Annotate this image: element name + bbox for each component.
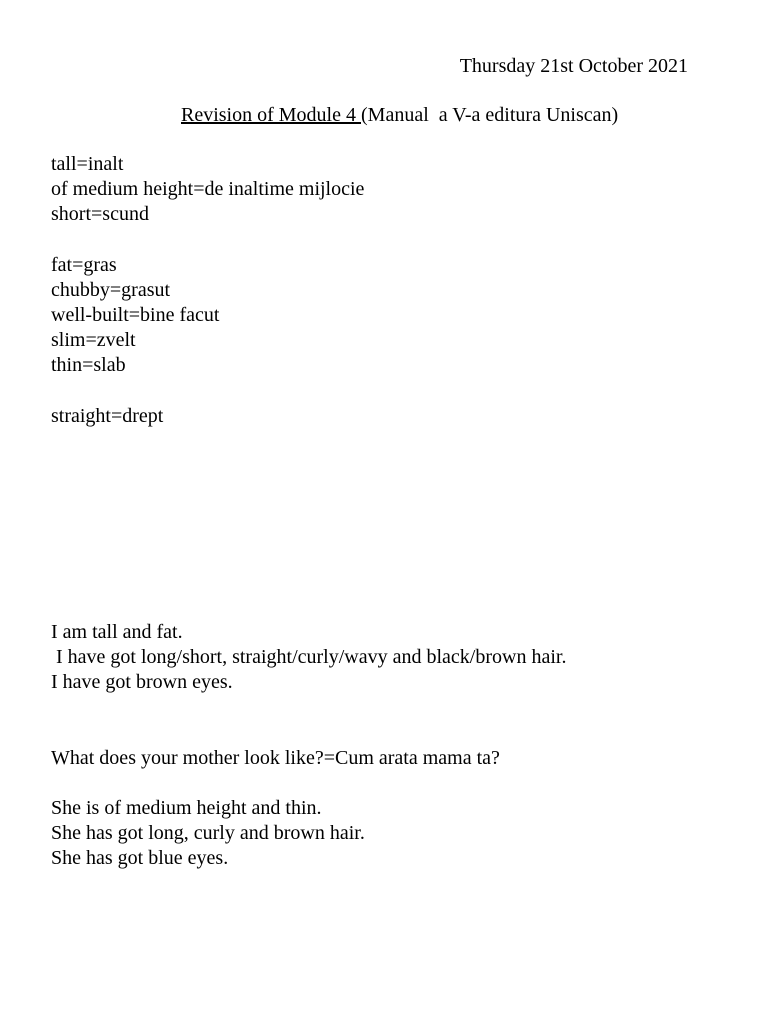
sentence: She is of medium height and thin. [51, 797, 322, 819]
vocab-item: short=scund [51, 203, 149, 225]
self-description [51, 620, 566, 695]
build-vocabulary-list [51, 253, 219, 378]
vocab-item: thin=slab [51, 354, 126, 376]
mother-description [51, 796, 365, 871]
vocab-item: fat=gras [51, 254, 117, 276]
vocab-item: straight=drept [51, 405, 164, 427]
sentence: She has got blue eyes. [51, 847, 229, 869]
sentence: She has got long, curly and brown hair. [51, 822, 365, 844]
sentence: I am tall and fat. [51, 621, 183, 643]
vocab-item: chubby=grasut [51, 279, 171, 301]
vocab-item: well-built=bine facut [51, 304, 220, 326]
sentence: I have got brown eyes. [51, 671, 233, 693]
hair-vocabulary-list [51, 404, 163, 429]
document-date: Thursday 21st October 2021 [459, 55, 688, 77]
vocab-item: tall=inalt [51, 153, 124, 175]
height-vocabulary-list [51, 152, 364, 227]
sentence: I have got long/short, straight/curly/wavy and black/brown hair. [51, 646, 567, 668]
question-sentence: What does your mother look like?=Cum arata mama ta? [51, 747, 500, 769]
document-heading [181, 103, 618, 127]
heading-title: Revision of Module 4 [181, 104, 361, 126]
vocab-item: of medium height=de inaltime mijlocie [51, 178, 365, 200]
heading-source: (Manual a V-a editura Uniscan) [361, 104, 619, 126]
vocab-item: slim=zvelt [51, 329, 136, 351]
